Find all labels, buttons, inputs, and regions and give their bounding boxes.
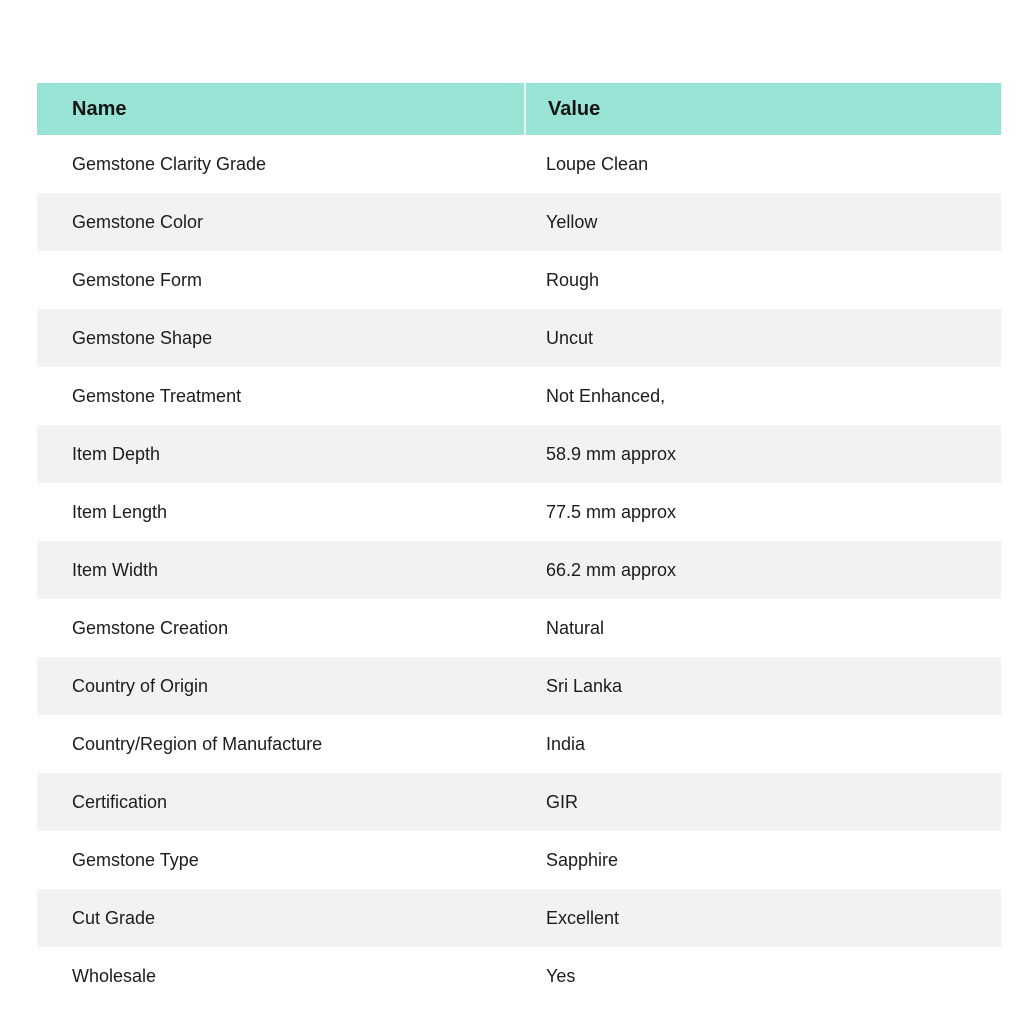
- table-row: [37, 483, 1001, 541]
- table-row: [37, 947, 1001, 1005]
- table-row: [37, 831, 1001, 889]
- name-cell: Gemstone Treatment: [72, 385, 242, 406]
- name-cell: Gemstone Shape: [72, 327, 213, 348]
- value-cell: Natural: [546, 617, 605, 638]
- header-value: Value: [524, 83, 1001, 135]
- table-row: [37, 193, 1001, 251]
- table-row: [37, 309, 1001, 367]
- name-cell: Item Length: [72, 501, 168, 522]
- name-cell: Country/Region of Manufacture: [72, 733, 323, 754]
- value-cell: Loupe Clean: [546, 153, 649, 174]
- table-row: [37, 251, 1001, 309]
- name-cell: Gemstone Form: [72, 269, 203, 290]
- value-cell: Sri Lanka: [546, 675, 623, 696]
- header-name: Name: [72, 97, 127, 120]
- table-row: [37, 135, 1001, 193]
- value-cell: Yellow: [546, 211, 598, 232]
- value-cell: Sapphire: [546, 849, 619, 870]
- value-cell: Yes: [546, 965, 576, 986]
- table-row: [37, 541, 1001, 599]
- value-cell: 77.5 mm approx: [546, 501, 677, 522]
- table-row: [37, 367, 1001, 425]
- table-row: [37, 889, 1001, 947]
- name-cell: Wholesale: [72, 965, 157, 986]
- name-cell: Certification: [72, 791, 168, 812]
- name-cell: Gemstone Type: [72, 849, 199, 870]
- table-row: [37, 715, 1001, 773]
- value-cell: GIR: [546, 791, 579, 812]
- name-cell: Gemstone Color: [72, 211, 204, 232]
- value-cell: Not Enhanced,: [546, 385, 666, 406]
- table-row: [37, 425, 1001, 483]
- name-cell: Cut Grade: [72, 907, 156, 928]
- name-cell: Item Width: [72, 559, 159, 580]
- value-cell: 58.9 mm approx: [546, 443, 677, 464]
- table-body: [37, 135, 1001, 1005]
- table-header-row: [37, 83, 1001, 135]
- table-row: [37, 657, 1001, 715]
- value-cell: Excellent: [546, 907, 620, 928]
- name-cell: Gemstone Creation: [72, 617, 229, 638]
- name-cell: Item Depth: [72, 443, 161, 464]
- name-cell: Country of Origin: [72, 675, 209, 696]
- value-cell: India: [546, 733, 586, 754]
- item-specifics-table: [37, 83, 1001, 1005]
- value-cell: Rough: [546, 269, 600, 290]
- value-cell: 66.2 mm approx: [546, 559, 677, 580]
- table-row: [37, 773, 1001, 831]
- table-row: [37, 599, 1001, 657]
- value-cell: Uncut: [546, 327, 594, 348]
- name-cell: Gemstone Clarity Grade: [72, 153, 267, 174]
